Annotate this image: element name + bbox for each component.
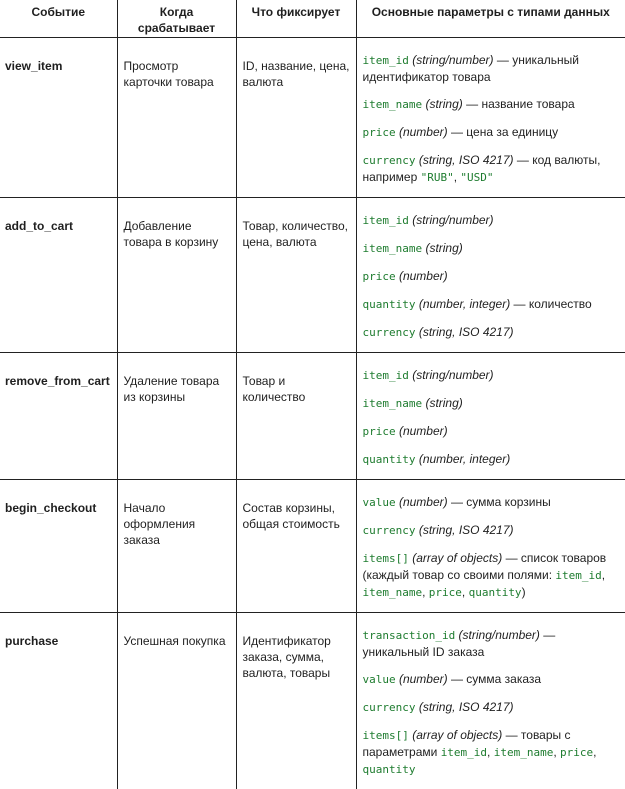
event-when: Успешная покупка xyxy=(117,612,236,789)
table-row xyxy=(0,352,625,479)
event-name: purchase xyxy=(0,612,117,789)
header-event: Событие xyxy=(0,0,117,37)
param-code: item_name xyxy=(362,97,423,111)
table-row xyxy=(0,479,625,612)
param-line xyxy=(363,367,620,384)
param-line xyxy=(363,699,620,716)
event-name: view_item xyxy=(0,37,117,197)
event-name: add_to_cart xyxy=(0,197,117,352)
param-line xyxy=(363,124,620,141)
param-text: , xyxy=(593,744,597,759)
param-type: (array of objects) xyxy=(408,550,503,565)
param-code: quantity xyxy=(362,762,416,776)
param-code: item_id xyxy=(362,53,409,67)
header-row xyxy=(0,0,625,37)
param-type: (number) xyxy=(395,124,448,139)
param-code: price xyxy=(362,125,396,139)
event-params xyxy=(356,479,625,612)
param-type: (string) xyxy=(422,240,463,255)
event-name: begin_checkout xyxy=(0,479,117,612)
param-type: (string) xyxy=(422,96,463,111)
param-line xyxy=(363,423,620,440)
param-line xyxy=(363,522,620,539)
event-captures: Состав корзины, общая стоимость xyxy=(236,479,356,612)
event-params xyxy=(356,197,625,352)
param-code: price xyxy=(362,269,396,283)
param-code: currency xyxy=(362,153,416,167)
param-code: currency xyxy=(362,325,416,339)
param-code: "RUB" xyxy=(420,170,454,184)
param-code: value xyxy=(362,495,396,509)
param-type: (string, ISO 4217) xyxy=(415,522,514,537)
param-line xyxy=(363,52,620,85)
param-line xyxy=(363,296,620,313)
param-code: "USD" xyxy=(460,170,494,184)
header-params: Основные параметры с типами данных xyxy=(356,0,625,37)
param-text: — список товаров (каждый товар со своими полями: xyxy=(362,550,607,582)
param-code: items[] xyxy=(362,551,409,565)
param-line xyxy=(363,324,620,341)
param-code: item_name xyxy=(362,241,423,255)
param-code: item_name xyxy=(493,745,554,759)
param-type: (string/number) xyxy=(408,367,494,382)
param-type: (string, ISO 4217) xyxy=(415,152,514,167)
param-code: item_id xyxy=(555,568,602,582)
param-line xyxy=(363,671,620,688)
event-params xyxy=(356,37,625,197)
param-line xyxy=(363,550,620,601)
param-text: , xyxy=(487,744,494,759)
param-text: — сумма корзины xyxy=(447,494,551,509)
table-row xyxy=(0,612,625,789)
event-captures: Товар и количество xyxy=(236,352,356,479)
header-when: Когда срабатывает xyxy=(117,0,236,37)
param-code: item_name xyxy=(362,396,423,410)
param-line xyxy=(363,212,620,229)
param-code: item_id xyxy=(440,745,488,759)
param-type: (string) xyxy=(422,395,463,410)
param-type: (number) xyxy=(395,268,448,283)
param-type: (string/number) xyxy=(408,212,494,227)
param-type: (number, integer) xyxy=(415,451,511,466)
param-text: , xyxy=(601,567,606,582)
param-line xyxy=(363,240,620,257)
event-when: Просмотр карточки товара xyxy=(117,37,236,197)
param-text: — цена за единицу xyxy=(447,124,559,139)
param-text: — уникальный идентификатор товара xyxy=(362,52,579,84)
header-captures: Что фиксирует xyxy=(236,0,356,37)
event-params xyxy=(356,352,625,479)
event-captures: Товар, количество, цена, валюта xyxy=(236,197,356,352)
param-line xyxy=(363,268,620,285)
param-text: — количество xyxy=(510,296,592,311)
param-type: (string, ISO 4217) xyxy=(415,324,514,339)
event-when: Удаление товара из корзины xyxy=(117,352,236,479)
param-line xyxy=(363,96,620,113)
param-line xyxy=(363,494,620,511)
param-line xyxy=(363,395,620,412)
param-text: — товары с параметрами xyxy=(362,727,571,759)
event-params xyxy=(356,612,625,789)
param-type: (string, ISO 4217) xyxy=(415,699,514,714)
param-line xyxy=(363,727,620,778)
param-text: ) xyxy=(521,584,526,599)
param-text: , xyxy=(422,584,429,599)
param-code: transaction_id xyxy=(362,628,456,642)
param-code: item_id xyxy=(362,368,409,382)
table-row xyxy=(0,197,625,352)
param-type: (array of objects) xyxy=(408,727,503,742)
param-type: (number, integer) xyxy=(415,296,511,311)
param-type: (number) xyxy=(395,423,448,438)
param-type: (string/number) xyxy=(408,52,494,67)
param-code: item_id xyxy=(362,213,409,227)
param-code: currency xyxy=(362,523,416,537)
param-text: , xyxy=(461,584,469,599)
param-type: (number) xyxy=(395,494,448,509)
table-row xyxy=(0,37,625,197)
param-code: items[] xyxy=(362,728,409,742)
event-captures: Идентификатор заказа, сумма, валюта, товары xyxy=(236,612,356,789)
param-text: — сумма заказа xyxy=(447,671,542,686)
param-code: price xyxy=(428,585,462,599)
param-line xyxy=(363,627,620,660)
param-code: price xyxy=(560,745,594,759)
param-type: (number) xyxy=(395,671,448,686)
param-code: currency xyxy=(362,700,416,714)
param-text: , xyxy=(553,744,560,759)
event-when: Добавление товара в корзину xyxy=(117,197,236,352)
param-code: quantity xyxy=(468,585,522,599)
event-when: Начало оформления заказа xyxy=(117,479,236,612)
event-captures: ID, название, цена, валюта xyxy=(236,37,356,197)
param-text: — код валюты, например xyxy=(362,152,601,184)
param-text: — название товара xyxy=(462,96,575,111)
param-code: price xyxy=(362,424,396,438)
event-name: remove_from_cart xyxy=(0,352,117,479)
param-text: — уникальный ID заказа xyxy=(362,627,556,659)
param-line xyxy=(363,451,620,468)
param-text: , xyxy=(453,169,461,184)
param-type: (string/number) xyxy=(455,627,540,642)
param-code: quantity xyxy=(362,297,416,311)
param-code: quantity xyxy=(362,452,416,466)
param-code: value xyxy=(362,672,396,686)
param-line xyxy=(363,152,620,186)
param-code: item_name xyxy=(362,585,423,599)
